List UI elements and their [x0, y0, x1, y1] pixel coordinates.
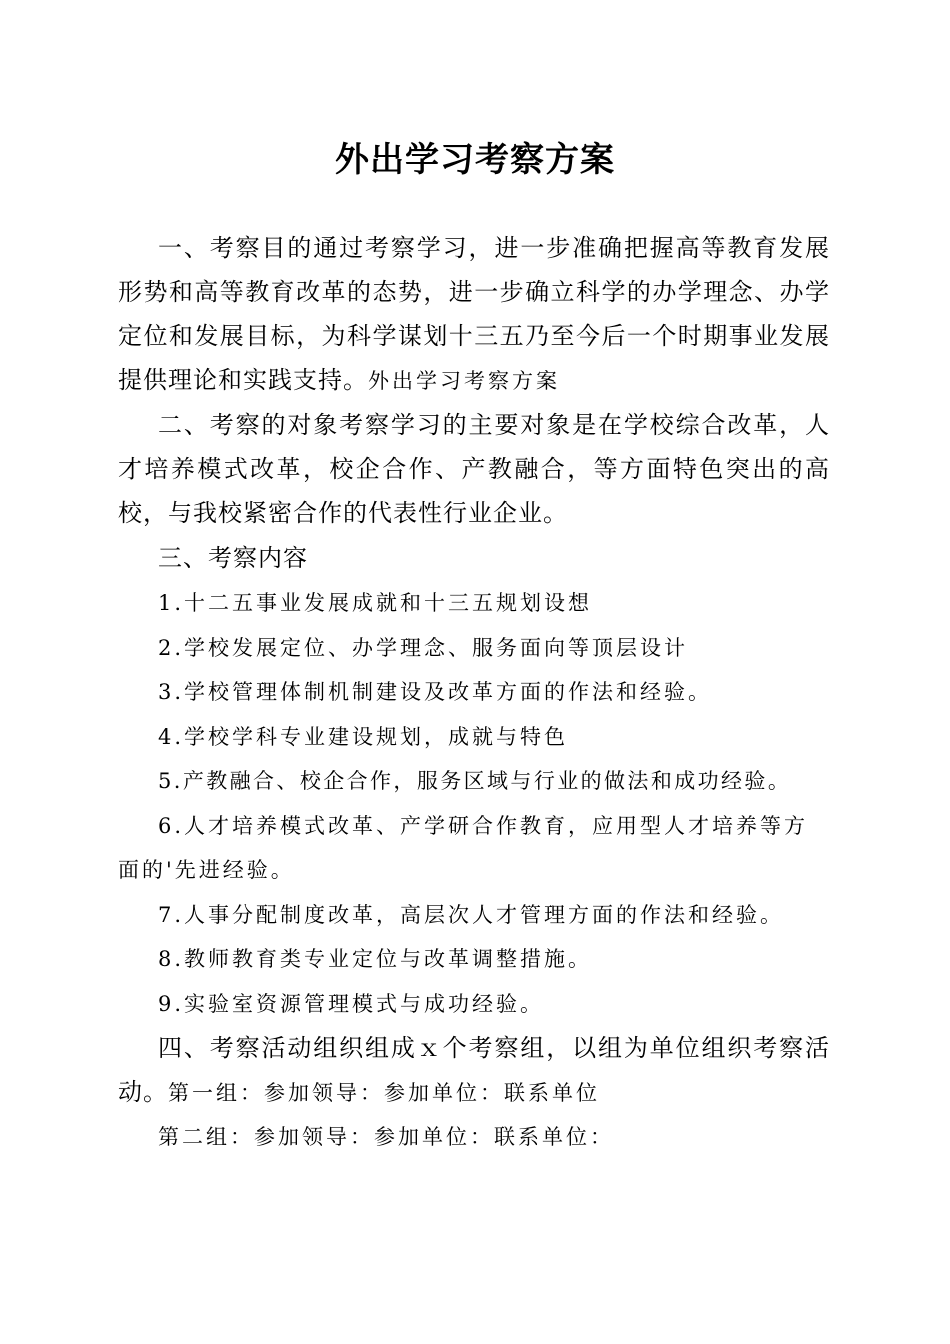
- section-purpose-tail: 外出学习考察方案: [368, 369, 560, 393]
- section-content-heading: 三、考察内容: [158, 544, 308, 572]
- content-item-9: 9.实验室资源管理模式与成功经验。: [158, 991, 545, 1016]
- section-purpose-text: 一、考察目的通过考察学习，进一步准确把握高等教育发展形势和高等教育改革的态势，进一步确立科学的办学理念、办学定位和发展目标，为科学谋划十三五乃至今后一个时期事业发展提供理论和实践支持。: [118, 234, 830, 394]
- section-objects: 二、考察的对象考察学习的主要对象是在学校综合改革，人才培养模式改革，校企合作、产教融合，等方面特色突出的高校，与我校紧密合作的代表性行业企业。: [118, 411, 830, 527]
- content-item-8: 8.教师教育类专业定位与改革调整措施。: [158, 947, 593, 971]
- content-item-1: 1.十二五事业发展成就和十三五规划设想: [158, 591, 593, 615]
- content-item-3: 3.学校管理体制机制建设及改革方面的作法和经验。: [158, 680, 713, 704]
- content-item-7: 7.人事分配制度改革，高层次人才管理方面的作法和经验。: [158, 902, 785, 927]
- section-purpose: [118, 226, 830, 403]
- group-2-line: 第二组：参加领导：参加单位：联系单位：: [158, 1125, 614, 1149]
- group-1-line: 第一组：参加领导：参加单位：联系单位: [168, 1081, 600, 1105]
- content-item-6: 6.人才培养模式改革、产学研合作教育，应用型人才培养等方面的'先进经验。: [118, 813, 809, 882]
- section-organization-text: 四、考察活动组织组成ｘ个考察组，以组为单位组织考察活动。: [118, 1034, 830, 1106]
- section-organization: [118, 1026, 830, 1115]
- document-body: [118, 226, 830, 1160]
- content-item-5: 5.产教融合、校企合作，服务区域与行业的做法和成功经验。: [158, 769, 792, 793]
- content-item-2: 2.学校发展定位、办学理念、服务面向等顶层设计: [158, 635, 689, 660]
- content-item-4: 4.学校学科专业建设规划，成就与特色: [158, 724, 569, 749]
- document-title: 外出学习考察方案: [335, 140, 615, 180]
